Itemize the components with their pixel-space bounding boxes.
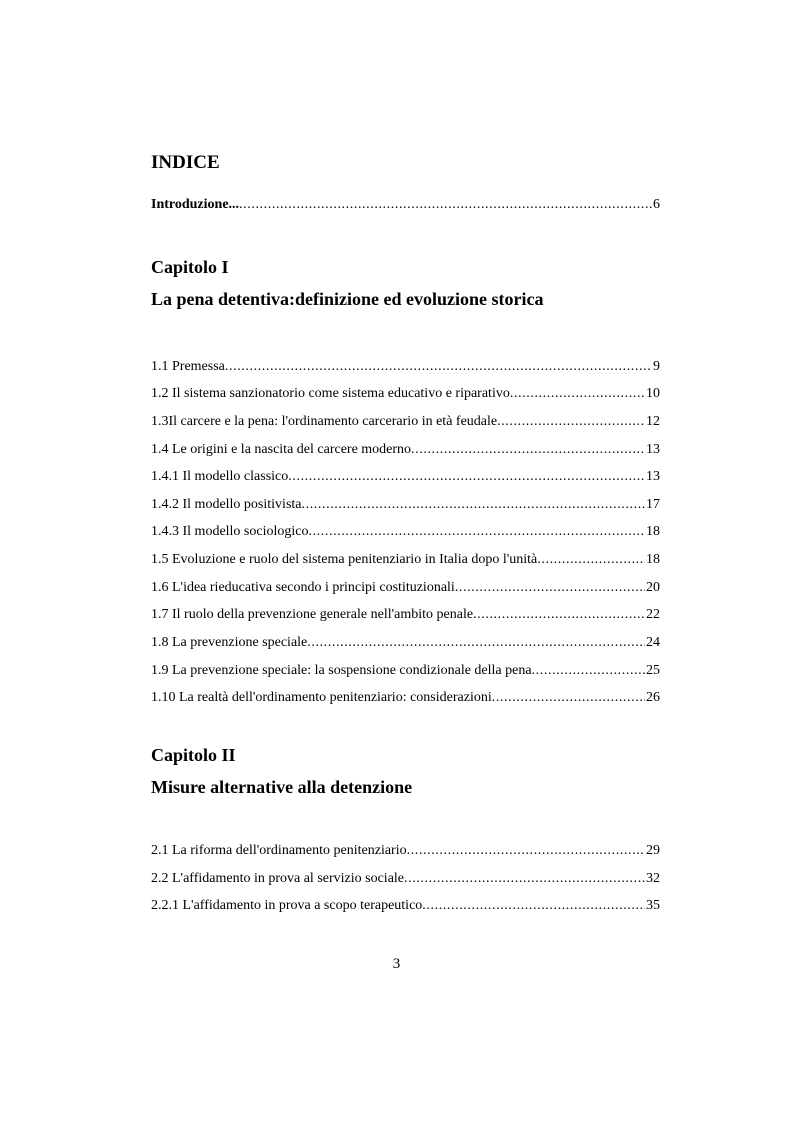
toc-entry-label: 1.3Il carcere e la pena: l'ordinamento carcerario in età feudale: [151, 414, 498, 429]
toc-entry-label: 2.2 L'affidamento in prova al servizio sociale: [151, 871, 405, 886]
toc-entry-1-4-2[interactable]: [151, 495, 660, 515]
dot-leader: [308, 522, 645, 542]
toc-entry-1-8[interactable]: [151, 633, 660, 653]
toc-entry-page: 22: [646, 607, 660, 622]
chapter-2-title: Misure alternative alla detenzione: [151, 777, 413, 797]
dot-leader: [411, 440, 645, 460]
toc-entry-page: 17: [646, 497, 660, 512]
toc-entry-page: 18: [646, 552, 660, 567]
toc-entry-label: 2.2.1 L'affidamento in prova a scopo terapeutico: [151, 898, 423, 913]
toc-entry-1-4[interactable]: [151, 440, 660, 460]
toc-entry-label: 1.4.3 Il modello sociologico: [151, 524, 309, 539]
dot-leader: [497, 412, 645, 432]
toc-entry-page: 6: [653, 197, 660, 212]
toc-entry-page: 29: [646, 843, 660, 858]
toc-entry-page: 26: [646, 690, 660, 705]
toc-entry-2-1[interactable]: [151, 841, 660, 861]
toc-entry-page: 10: [646, 386, 660, 401]
toc-entry-label: 2.1 La riforma dell'ordinamento penitenziario: [151, 843, 407, 858]
toc-entry-page: 12: [646, 414, 660, 429]
dot-leader: [473, 605, 645, 625]
toc-entry-1-10[interactable]: [151, 688, 660, 708]
toc-entry-label: 1.2 Il sistema sanzionatorio come sistema educativo e riparativo: [151, 386, 510, 401]
dot-leader: [492, 688, 645, 708]
toc-entry-page: 32: [646, 871, 660, 886]
dot-leader: [455, 578, 645, 598]
dot-leader: [422, 896, 645, 916]
toc-entry-page: 35: [646, 898, 660, 913]
toc-entry-page: 25: [646, 663, 660, 678]
dot-leader: [537, 550, 645, 570]
toc-entry-label: Introduzione...: [151, 197, 240, 212]
toc-entry-1-3[interactable]: [151, 412, 660, 432]
toc-entry-page: 20: [646, 580, 660, 595]
toc-entry-1-6[interactable]: [151, 578, 660, 598]
dot-leader: [510, 384, 645, 404]
toc-entry-page: 13: [646, 469, 660, 484]
page-number: 3: [392, 956, 401, 972]
toc-entry-page: 18: [646, 524, 660, 539]
dot-leader: [239, 195, 652, 215]
toc-entry-1-9[interactable]: [151, 661, 660, 681]
toc-entry-1-5[interactable]: [151, 550, 660, 570]
dot-leader: [225, 357, 652, 377]
dot-leader: [307, 633, 645, 653]
toc-entry-label: 1.6 L'idea rieducativa secondo i principi costituzionali: [151, 580, 455, 595]
chapter-2-number: Capitolo II: [151, 745, 236, 765]
dot-leader: [302, 495, 646, 515]
toc-entry-label: 1.7 Il ruolo della prevenzione generale nell'ambito penale: [151, 607, 474, 622]
toc-entry-1-4-1[interactable]: [151, 467, 660, 487]
toc-entry-1-7[interactable]: [151, 605, 660, 625]
toc-entry-label: 1.4.2 Il modello positivista: [151, 497, 302, 512]
toc-entry-label: 1.8 La prevenzione speciale: [151, 635, 308, 650]
toc-entry-label: 1.4.1 Il modello classico: [151, 469, 289, 484]
toc-entry-2-2-1[interactable]: [151, 896, 660, 916]
toc-entry-label: 1.1 Premessa: [151, 359, 225, 374]
index-title: INDICE: [151, 152, 220, 173]
toc-entry-introduction[interactable]: [151, 195, 660, 215]
toc-entry-label: 1.5 Evoluzione e ruolo del sistema penitenziario in Italia dopo l'unità: [151, 552, 538, 567]
toc-entry-1-2[interactable]: [151, 384, 660, 404]
dot-leader: [532, 661, 645, 681]
chapter-1-number: Capitolo I: [151, 257, 229, 277]
toc-entry-label: 1.9 La prevenzione speciale: la sospensione condizionale della pena: [151, 663, 532, 678]
toc-entry-2-2[interactable]: [151, 869, 660, 889]
toc-entry-1-4-3[interactable]: [151, 522, 660, 542]
toc-entry-1-1[interactable]: [151, 357, 660, 377]
toc-entry-page: 13: [646, 442, 660, 457]
toc-entry-page: 9: [653, 359, 660, 374]
dot-leader: [288, 467, 645, 487]
toc-entry-label: 1.10 La realtà dell'ordinamento penitenziario: considerazioni: [151, 690, 492, 705]
toc-entry-page: 24: [646, 635, 660, 650]
toc-entry-label: 1.4 Le origini e la nascita del carcere moderno: [151, 442, 412, 457]
dot-leader: [407, 841, 645, 861]
dot-leader: [404, 869, 645, 889]
chapter-1-title: La pena detentiva:definizione ed evoluzione storica: [151, 289, 544, 309]
